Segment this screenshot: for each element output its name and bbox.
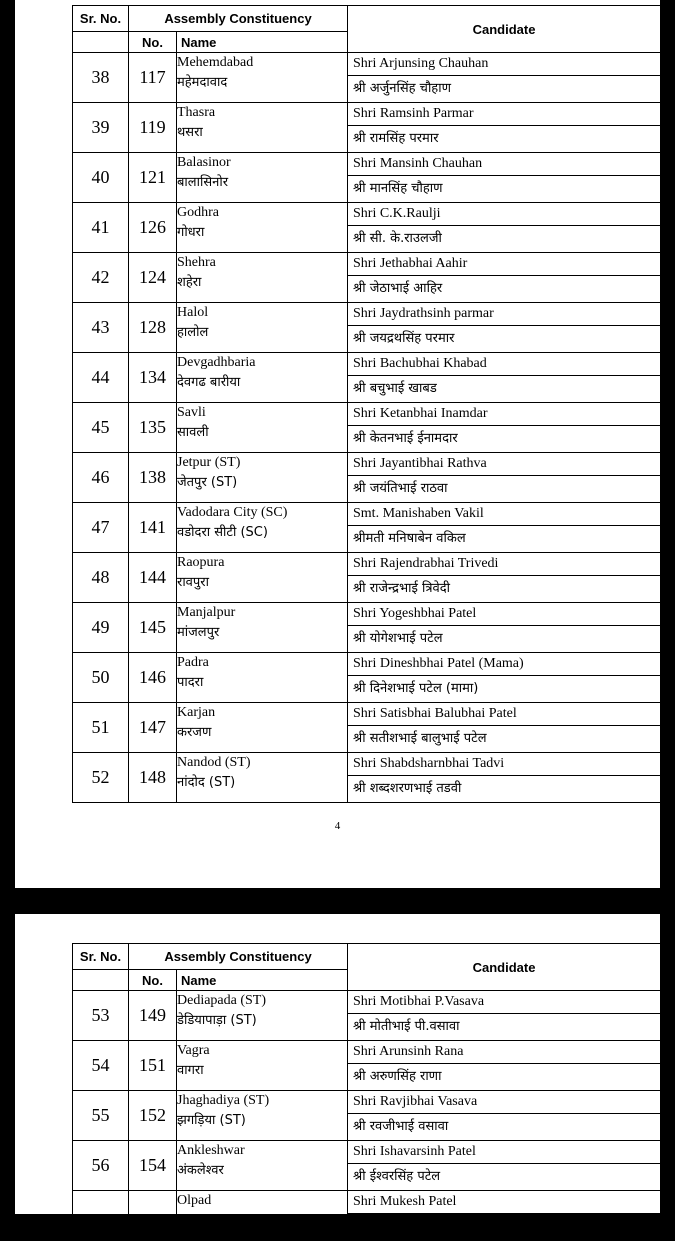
document-page-5	[15, 914, 660, 1214]
candidate-name-hi: श्री दिनेशभाई पटेल (मामा)	[353, 681, 479, 696]
candidate-name-en: Shri Ravjibhai Vasava	[348, 1091, 660, 1114]
sr-no-cell: 45	[73, 403, 129, 453]
constituency-no-cell: 134	[129, 353, 177, 403]
candidate-name-hi: श्री योगेशभाई पटेल	[353, 631, 443, 646]
table-row	[73, 1041, 661, 1091]
constituency-name-hi: थसरा	[177, 125, 203, 140]
constituency-no-cell: 149	[129, 991, 177, 1041]
constituency-name-cell	[177, 1041, 348, 1091]
sr-no-subheader-blank	[73, 32, 129, 53]
constituency-name-cell	[177, 1141, 348, 1191]
constituency-no-cell: 117	[129, 53, 177, 103]
constituency-name-en: Vadodara City (SC)	[177, 505, 288, 520]
constituency-name-en: Thasra	[177, 105, 216, 120]
constituency-name-hi: गोधरा	[177, 225, 205, 240]
constituency-name-en: Devgadhbaria	[177, 355, 256, 370]
candidate-cell	[348, 403, 661, 453]
candidate-name-hi: श्री रवजीभाई वसावा	[353, 1119, 449, 1134]
constituency-no-cell: 119	[129, 103, 177, 153]
candidate-cell	[348, 1141, 661, 1191]
constituency-name-cell	[177, 703, 348, 753]
candidate-name-en: Shri Satisbhai Balubhai Patel	[348, 703, 660, 726]
sr-no-cell: 54	[73, 1041, 129, 1091]
candidate-name-hi: श्री मोतीभाई पी.वसावा	[353, 1019, 460, 1034]
sr-no-cell: 56	[73, 1141, 129, 1191]
candidate-name-en: Smt. Manishaben Vakil	[348, 503, 660, 526]
candidate-cell	[348, 203, 661, 253]
candidate-cell	[348, 603, 661, 653]
sr-no-cell: 55	[73, 1091, 129, 1141]
constituency-no-cell: 151	[129, 1041, 177, 1091]
constituency-no-cell: 121	[129, 153, 177, 203]
candidate-name-hi: श्री मानसिंह चौहाण	[353, 181, 443, 196]
candidate-header: Candidate	[348, 944, 661, 991]
sr-no-cell: 50	[73, 653, 129, 703]
candidate-cell	[348, 1041, 661, 1091]
candidate-name-en: Shri Ishavarsinh Patel	[348, 1141, 660, 1164]
constituency-name-cell	[177, 453, 348, 503]
candidate-cell	[348, 453, 661, 503]
candidate-name-en: Shri Rajendrabhai Trivedi	[348, 553, 660, 576]
constituency-name-cell	[177, 553, 348, 603]
sr-no-cell: 49	[73, 603, 129, 653]
constituency-name-hi: मांजलपुर	[177, 625, 220, 640]
candidate-name-en: Shri Motibhai P.Vasava	[348, 991, 660, 1014]
table-body	[73, 991, 661, 1241]
assembly-constituency-header: Assembly Constituency	[129, 944, 348, 970]
constituency-no-cell: 154	[129, 1141, 177, 1191]
name-subheader: Name	[177, 970, 348, 991]
sr-no-cell: 46	[73, 453, 129, 503]
document-page-4	[15, 0, 660, 888]
table-row	[73, 203, 661, 253]
constituency-no-cell: 145	[129, 603, 177, 653]
constituency-name-en: Godhra	[177, 205, 219, 220]
constituency-name-hi: देवगढ बारीया	[177, 375, 241, 390]
constituency-name-en: Mehemdabad	[177, 55, 254, 70]
constituency-name-hi: जेतपुर (ST)	[177, 475, 238, 490]
candidate-name-en: Shri Jayantibhai Rathva	[348, 453, 660, 476]
constituency-name-cell	[177, 653, 348, 703]
constituency-name-hi: वडोदरा सीटी (SC)	[177, 525, 268, 540]
candidate-name-hi: श्री अर्जुनसिंह चौहाण	[353, 81, 451, 96]
candidate-cell	[348, 653, 661, 703]
constituency-name-cell	[177, 153, 348, 203]
candidate-cell	[348, 703, 661, 753]
candidate-name-hi: श्री राजेन्द्रभाई त्रिवेदी	[353, 581, 451, 596]
candidate-cell	[348, 1191, 661, 1241]
candidate-cell	[348, 553, 661, 603]
candidate-name-en: Shri Shabdsharnbhai Tadvi	[348, 753, 660, 776]
constituency-name-cell	[177, 403, 348, 453]
candidate-table	[72, 943, 661, 1241]
candidate-name-hi: श्री जयद्रथसिंह परमार	[353, 331, 455, 346]
constituency-name-hi: नांदोद (ST)	[177, 775, 236, 790]
table-row	[73, 603, 661, 653]
constituency-name-cell	[177, 603, 348, 653]
candidate-name-hi: श्रीमती मनिषाबेन वकिल	[353, 531, 466, 546]
candidate-name-en: Shri Jethabhai Aahir	[348, 253, 660, 276]
sr-no-cell: 53	[73, 991, 129, 1041]
page-number: 4	[334, 820, 341, 832]
constituency-name-en: Shehra	[177, 255, 216, 270]
candidate-name-hi: श्री अरुणसिंह राणा	[353, 1069, 442, 1084]
candidate-cell	[348, 53, 661, 103]
candidate-cell	[348, 253, 661, 303]
constituency-name-en: Balasinor	[177, 155, 231, 170]
sr-no-cell: 52	[73, 753, 129, 803]
candidate-name-en: Shri Yogeshbhai Patel	[348, 603, 660, 626]
constituency-name-cell	[177, 103, 348, 153]
constituency-name-en: Raopura	[177, 555, 225, 570]
sr-no-cell: 48	[73, 553, 129, 603]
table-row	[73, 53, 661, 103]
sr-no-header: Sr. No.	[73, 944, 129, 970]
candidate-name-en: Shri Ramsinh Parmar	[348, 103, 660, 126]
table-row	[73, 303, 661, 353]
table-row	[73, 991, 661, 1041]
sr-no-header: Sr. No.	[73, 6, 129, 32]
sr-no-cell: 51	[73, 703, 129, 753]
constituency-name-cell	[177, 753, 348, 803]
candidate-cell	[348, 153, 661, 203]
candidate-cell	[348, 503, 661, 553]
constituency-name-cell	[177, 253, 348, 303]
candidate-name-en: Shri Ketanbhai Inamdar	[348, 403, 660, 426]
constituency-name-hi: वागरा	[177, 1063, 204, 1078]
candidate-name-hi: श्री सी. के.राउलजी	[353, 231, 442, 246]
constituency-name-en: Dediapada (ST)	[177, 993, 267, 1008]
sr-no-cell: 42	[73, 253, 129, 303]
no-subheader: No.	[129, 32, 177, 53]
constituency-no-cell: 144	[129, 553, 177, 603]
constituency-no-cell: 124	[129, 253, 177, 303]
constituency-name-en: Karjan	[177, 705, 216, 720]
candidate-name-en: Shri Arunsinh Rana	[348, 1041, 660, 1064]
constituency-name-en: Jhaghadiya (ST)	[177, 1093, 270, 1108]
table-row	[73, 103, 661, 153]
constituency-name-hi: महेमदावाद	[177, 75, 228, 90]
constituency-name-hi: बालासिनोर	[177, 175, 229, 190]
sr-no-cell: 41	[73, 203, 129, 253]
constituency-name-hi: सावली	[177, 425, 209, 440]
table-row	[73, 353, 661, 403]
candidate-cell	[348, 991, 661, 1041]
candidate-name-en: Shri C.K.Raulji	[348, 203, 660, 226]
table-row	[73, 553, 661, 603]
constituency-no-cell: 128	[129, 303, 177, 353]
candidate-header: Candidate	[348, 6, 661, 53]
constituency-name-en: Olpad	[177, 1193, 212, 1208]
candidate-name-hi: श्री रामसिंह परमार	[353, 131, 439, 146]
candidate-cell	[348, 303, 661, 353]
sr-no-subheader-blank	[73, 970, 129, 991]
constituency-no-cell: 141	[129, 503, 177, 553]
candidate-cell	[348, 103, 661, 153]
constituency-name-hi: हालोल	[177, 325, 209, 340]
candidate-name-hi: श्री ईश्वरसिंह पटेल	[353, 1169, 441, 1184]
constituency-name-en: Manjalpur	[177, 605, 236, 620]
table-row	[73, 153, 661, 203]
candidate-cell	[348, 1091, 661, 1141]
constituency-name-en: Ankleshwar	[177, 1143, 245, 1158]
table-row	[73, 1091, 661, 1141]
table-row	[73, 253, 661, 303]
table-row	[73, 453, 661, 503]
sr-no-cell: 40	[73, 153, 129, 203]
name-subheader: Name	[177, 32, 348, 53]
candidate-name-en: Shri Mansinh Chauhan	[348, 153, 660, 176]
candidate-name-en: Shri Jaydrathsinh parmar	[348, 303, 660, 326]
constituency-name-hi: पादरा	[177, 675, 204, 690]
constituency-no-cell	[129, 1191, 177, 1241]
table-row	[73, 653, 661, 703]
constituency-name-cell	[177, 353, 348, 403]
table-row	[73, 1191, 661, 1241]
candidate-name-hi: श्री जेठाभाई आहिर	[353, 281, 443, 296]
constituency-name-cell	[177, 503, 348, 553]
no-subheader: No.	[129, 970, 177, 991]
candidate-cell	[348, 753, 661, 803]
table-body	[73, 53, 661, 803]
sr-no-cell: 38	[73, 53, 129, 103]
constituency-name-cell	[177, 303, 348, 353]
constituency-no-cell: 148	[129, 753, 177, 803]
table-row	[73, 703, 661, 753]
assembly-constituency-header: Assembly Constituency	[129, 6, 348, 32]
sr-no-cell: 47	[73, 503, 129, 553]
table-row	[73, 753, 661, 803]
sr-no-cell: 44	[73, 353, 129, 403]
constituency-name-hi: शहेरा	[177, 275, 202, 290]
constituency-name-cell	[177, 1091, 348, 1141]
constituency-name-en: Padra	[177, 655, 209, 670]
constituency-name-cell	[177, 203, 348, 253]
candidate-name-hi: श्री बचुभाई खाबड	[353, 381, 437, 396]
candidate-name-en: Shri Arjunsing Chauhan	[348, 53, 660, 76]
candidate-name-en: Shri Mukesh Patel	[348, 1191, 660, 1214]
constituency-name-en: Savli	[177, 405, 206, 420]
constituency-name-hi: रावपुरा	[177, 575, 209, 590]
candidate-name-en: Shri Dineshbhai Patel (Mama)	[348, 653, 660, 676]
candidate-name-hi: श्री केतनभाई ईनामदार	[353, 431, 458, 446]
candidate-name-hi	[348, 1214, 660, 1239]
candidate-name-hi: श्री शब्दशरणभाई तडवी	[353, 781, 462, 796]
constituency-name-en: Halol	[177, 305, 209, 320]
table-row	[73, 403, 661, 453]
candidate-name-hi: श्री सतीशभाई बालुभाई पटेल	[353, 731, 487, 746]
constituency-name-cell	[177, 1191, 348, 1241]
constituency-name-hi: करजण	[177, 725, 212, 740]
constituency-name-hi: अंकलेश्वर	[177, 1163, 224, 1178]
candidate-name-en: Shri Bachubhai Khabad	[348, 353, 660, 376]
sr-no-cell: 39	[73, 103, 129, 153]
table-row	[73, 503, 661, 553]
sr-no-cell: 43	[73, 303, 129, 353]
constituency-no-cell: 147	[129, 703, 177, 753]
constituency-name-en: Nandod (ST)	[177, 755, 251, 770]
constituency-no-cell: 126	[129, 203, 177, 253]
constituency-name-cell	[177, 991, 348, 1041]
table-row	[73, 1141, 661, 1191]
constituency-name-cell	[177, 53, 348, 103]
constituency-no-cell: 146	[129, 653, 177, 703]
constituency-name-en: Jetpur (ST)	[177, 455, 241, 470]
sr-no-cell	[73, 1191, 129, 1241]
constituency-name-en: Vagra	[177, 1043, 210, 1058]
constituency-name-hi: झगड़िया (ST)	[177, 1113, 246, 1128]
candidate-table	[72, 5, 661, 803]
constituency-no-cell: 135	[129, 403, 177, 453]
constituency-name-hi: डेडियापाड़ा (ST)	[177, 1013, 257, 1028]
candidate-cell	[348, 353, 661, 403]
constituency-no-cell: 138	[129, 453, 177, 503]
candidate-name-hi: श्री जयंतिभाई राठवा	[353, 481, 448, 496]
constituency-no-cell: 152	[129, 1091, 177, 1141]
